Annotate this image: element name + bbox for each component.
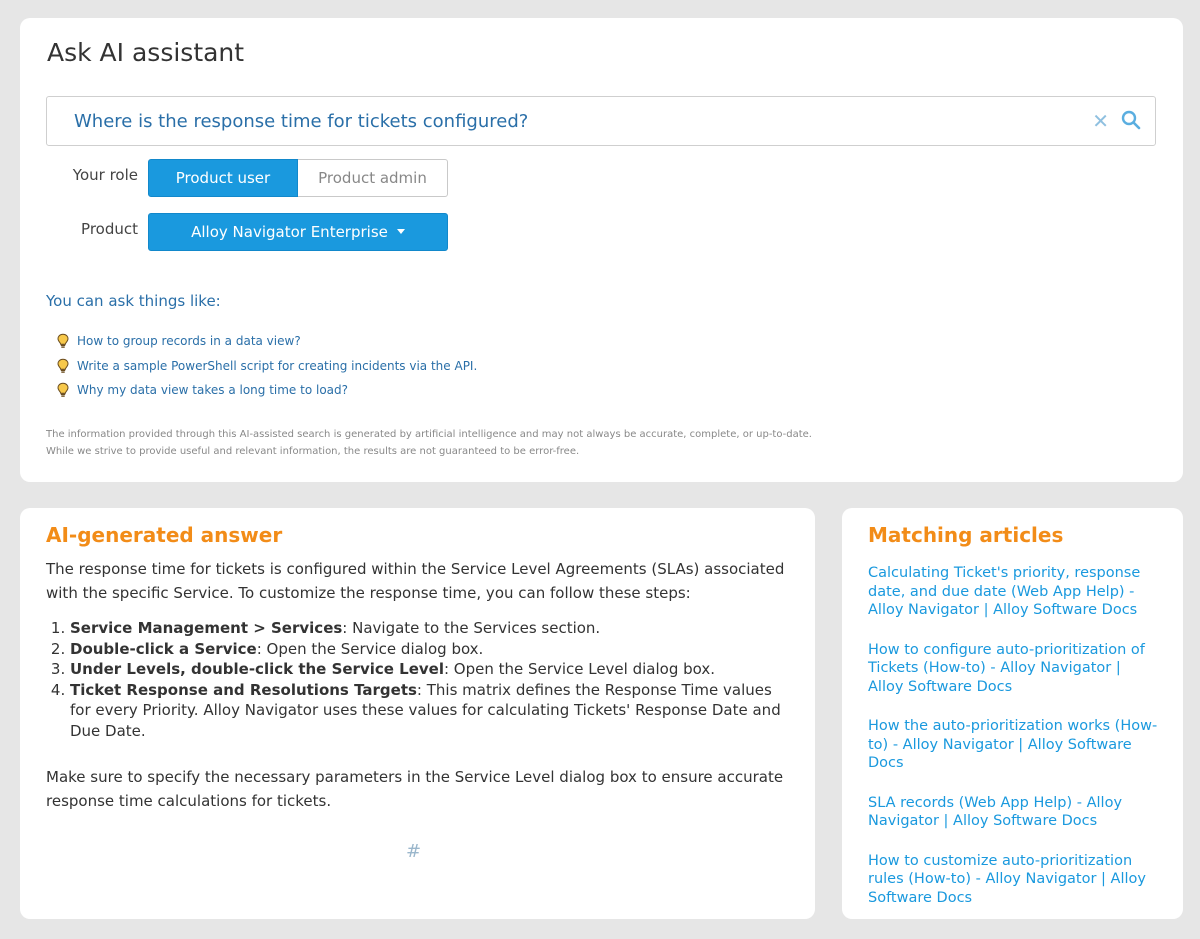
answer-step bbox=[70, 639, 786, 660]
step-title: Service Management > Services bbox=[70, 619, 343, 637]
list-item bbox=[868, 717, 1158, 773]
suggestion-item bbox=[56, 354, 477, 379]
list-item bbox=[868, 564, 1158, 620]
article-link[interactable]: SLA records (Web App Help) - Alloy Navigator | Alloy Software Docs bbox=[868, 794, 1123, 829]
step-title: Ticket Response and Resolutions Targets bbox=[70, 680, 417, 699]
matching-articles-panel bbox=[842, 508, 1183, 919]
search-query-text[interactable]: Where is the response time for tickets configured? bbox=[74, 111, 529, 132]
search-input[interactable] bbox=[46, 96, 1156, 146]
suggestion-link[interactable]: Why my data view takes a long time to load? bbox=[77, 383, 348, 398]
suggestion-link[interactable]: How to group records in a data view? bbox=[77, 334, 301, 349]
list-item bbox=[868, 641, 1158, 697]
suggestion-list bbox=[56, 329, 477, 403]
ask-ai-panel bbox=[20, 18, 1183, 482]
step-title: Double-click a Service bbox=[70, 639, 257, 658]
role-option-product-admin[interactable]: Product admin bbox=[298, 159, 448, 197]
answer-steps bbox=[46, 618, 786, 741]
article-link[interactable]: Calculating Ticket's priority, response date, and due date (Web App Help) - Alloy Navigator | Alloy Software Docs bbox=[868, 565, 1141, 618]
article-link[interactable]: How to configure auto-prioritization of Tickets (How-to) - Alloy Navigator | Alloy Software Docs bbox=[868, 641, 1145, 695]
product-label: Product bbox=[81, 220, 138, 238]
answer-step bbox=[70, 659, 786, 680]
ai-answer-panel bbox=[20, 508, 815, 919]
role-toggle-group bbox=[148, 159, 448, 197]
product-dropdown[interactable] bbox=[148, 213, 448, 251]
lightbulb-icon bbox=[56, 358, 70, 374]
articles-title: Matching articles bbox=[868, 523, 1064, 547]
role-label: Your role bbox=[72, 166, 138, 184]
answer-outro: Make sure to specify the necessary parameters in the Service Level dialog box to ensure accurate response time calculations for tickets. bbox=[46, 768, 784, 810]
article-link[interactable]: How to customize auto-prioritization rules (How-to) - Alloy Navigator | Alloy Software Docs bbox=[868, 852, 1146, 906]
product-dropdown-value: Alloy Navigator Enterprise bbox=[191, 223, 388, 241]
step-text: : Open the Service Level dialog box. bbox=[443, 660, 715, 678]
lightbulb-icon bbox=[56, 333, 70, 349]
close-icon[interactable]: ✕ bbox=[1092, 109, 1109, 133]
step-text: : This matrix defines the Response Time values for every Priority. Alloy Navigator uses these values for calculating Tickets' Response Date and Due Date. bbox=[70, 680, 781, 740]
step-text: : Open the Service dialog box. bbox=[256, 639, 484, 658]
page-title: Ask AI assistant bbox=[47, 38, 245, 67]
answer-step bbox=[70, 618, 786, 639]
suggestion-item bbox=[56, 378, 477, 403]
article-list bbox=[868, 564, 1158, 928]
answer-body bbox=[46, 558, 786, 813]
list-item bbox=[868, 794, 1158, 831]
answer-title: AI-generated answer bbox=[46, 523, 283, 547]
suggestion-item bbox=[56, 329, 477, 354]
step-title: Under Levels, double-click the Service Level bbox=[70, 660, 444, 678]
lightbulb-icon bbox=[56, 382, 70, 398]
suggestion-link[interactable]: Write a sample PowerShell script for creating incidents via the API. bbox=[77, 358, 478, 373]
disclaimer-line: The information provided through this AI-assisted search is generated by artificial intelligence and may not always be accurate, complete, or up-to-date. bbox=[46, 429, 812, 440]
role-option-product-user[interactable]: Product user bbox=[148, 159, 298, 197]
step-text: : Navigate to the Services section. bbox=[342, 619, 601, 637]
ai-disclaimer bbox=[46, 427, 812, 460]
suggestions-heading: You can ask things like: bbox=[46, 292, 221, 310]
article-link[interactable]: How the auto-prioritization works (How-to) - Alloy Navigator | Alloy Software Docs bbox=[868, 718, 1158, 771]
disclaimer-line: While we strive to provide useful and relevant information, the results are not guaranteed to be error-free. bbox=[46, 445, 580, 457]
list-item bbox=[868, 852, 1158, 908]
search-icon[interactable] bbox=[1121, 110, 1141, 134]
answer-intro: The response time for tickets is configured within the Service Level Agreements (SLAs) associated with the specific Service. To customize the response time, you can follow these steps: bbox=[46, 560, 785, 602]
caret-down-icon bbox=[397, 229, 405, 234]
hash-icon[interactable]: # bbox=[406, 841, 422, 862]
answer-step bbox=[70, 680, 786, 742]
